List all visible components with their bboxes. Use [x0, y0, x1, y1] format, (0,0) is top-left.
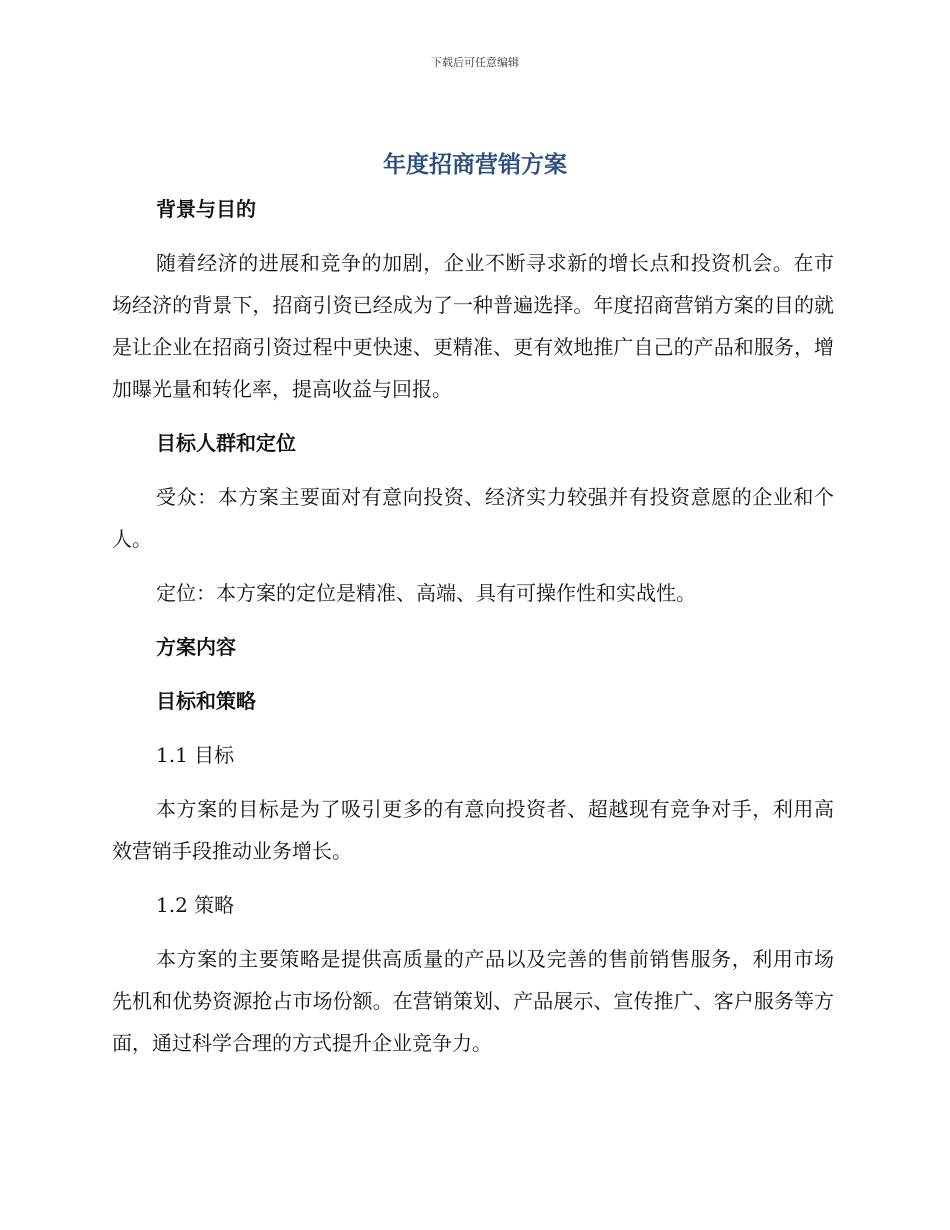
content-heading: 方案内容	[156, 635, 236, 659]
goals-heading: 目标和策略	[156, 689, 256, 713]
document-title: 年度招商营销方案	[383, 152, 567, 178]
target-heading: 目标人群和定位	[156, 431, 296, 455]
header-note: 下载后可任意编辑	[431, 56, 519, 69]
audience-paragraph: 受众：本方案主要面对有意向投资、经济实力较强并有投资意愿的企业和个人。	[112, 485, 834, 551]
strategy-paragraph: 本方案的主要策略是提供高质量的产品以及完善的售前销售服务，利用市场先机和优势资源抢占市场份额。在营销策划、产品展示、宣传推广、客户服务等方面，通过科学合理的方式提升企业竞争力。	[112, 947, 834, 1055]
goal-paragraph: 本方案的目标是为了吸引更多的有意向投资者、超越现有竞争对手，利用高效营销手段推动业务增长。	[112, 797, 834, 863]
position-paragraph: 定位：本方案的定位是精准、高端、具有可操作性和实战性。	[156, 581, 696, 605]
background-paragraph: 随着经济的进展和竞争的加剧，企业不断寻求新的增长点和投资机会。在市场经济的背景下，招商引资已经成为了一种普遍选择。年度招商营销方案的目的就是让企业在招商引资过程中更快速、更精准、更有效地推广自己的产品和服务，增加曝光量和转化率，提高收益与回报。	[112, 251, 834, 401]
goal-subheading: 1.1 目标	[156, 743, 235, 767]
strategy-subheading: 1.2 策略	[156, 893, 235, 917]
document-body	[112, 188, 834, 1076]
background-heading: 背景与目的	[156, 197, 256, 221]
